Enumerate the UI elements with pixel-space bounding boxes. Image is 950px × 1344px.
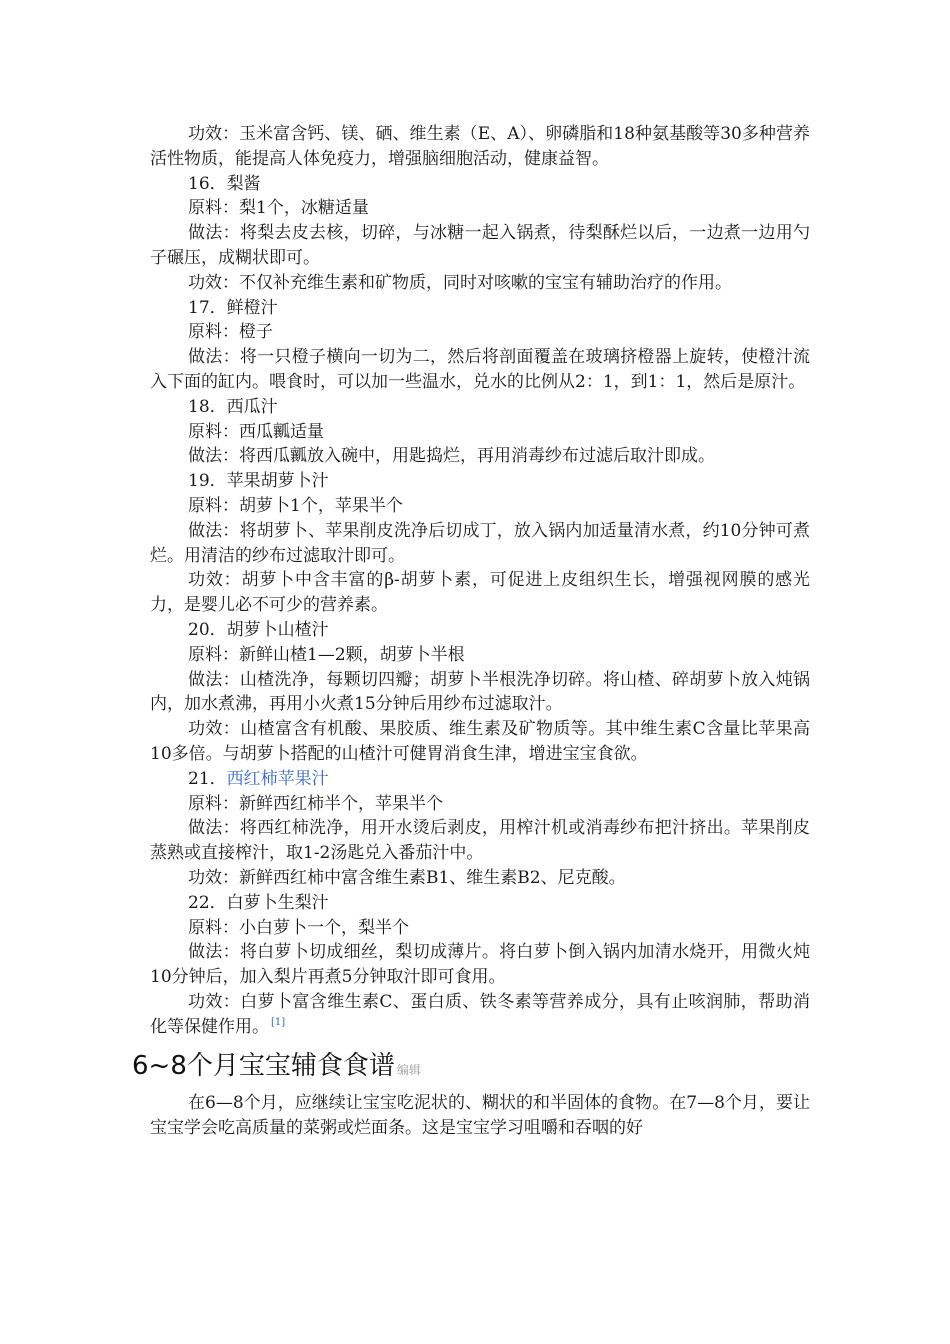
paragraph: 做法：将西瓜瓤放入碗中，用匙捣烂，再用消毒纱布过滤后取汁即成。 — [188, 446, 715, 467]
paragraph: 做法：将西红柿洗净，用开水烫后剥皮，用榨汁机或消毒纱布把汁挤出。苹果削皮蒸熟或直接榨汁，取1-2汤匙兑入番茄汁中。 — [150, 818, 810, 864]
paragraph: 做法：将白萝卜切成细丝，梨切成薄片。将白萝卜倒入锅内加清水烧开，用微火炖10分钟后，加入梨片再煮5分钟取汁即可食用。 — [150, 942, 810, 988]
paragraph: 原料：新鲜山楂1—2颗，胡萝卜半根 — [188, 644, 465, 665]
paragraph: 原料：胡萝卜1个，苹果半个 — [188, 495, 403, 516]
paragraph: 功效：胡萝卜中含丰富的β-胡萝卜素，可促进上皮组织生长，增强视网膜的感光力，是婴儿必不可少的营养素。 — [150, 570, 810, 616]
recipe-title: 16．梨酱 — [188, 173, 261, 194]
section-heading — [132, 1047, 810, 1089]
paragraph: 原料：梨1个，冰糖适量 — [188, 198, 369, 219]
paragraph: 做法：将梨去皮去核，切碎，与冰糖一起入锅煮，待梨酥烂以后，一边煮一边用勺子碾压，成糊状即可。 — [150, 223, 810, 268]
paragraph: 在6—8个月，应继续让宝宝吃泥状的、糊状的和半固体的食物。在7—8个月，要让宝宝学会吃高质量的菜粥或烂面条。这是宝宝学习咀嚼和吞咽的好 — [150, 1093, 810, 1139]
recipe-number: 21． — [188, 768, 227, 789]
paragraph: 功效：玉米富含钙、镁、硒、维生素（E、A）、卵磷脂和18种氨基酸等30多种营养活性物质，能提高人体免疫力，增强脑细胞活动，健康益智。 — [150, 124, 810, 169]
paragraph — [150, 990, 810, 1040]
article-body — [132, 122, 810, 1141]
paragraph: 功效：山楂富含有机酸、果胶质、维生素及矿物质等。其中维生素C含量比苹果高10多倍。与胡萝卜搭配的山楂汁可健胃消食生津，增进宝宝食欲。 — [150, 719, 810, 764]
paragraph: 做法：山楂洗净，每颗切四瓣；胡萝卜半根洗净切碎。将山楂、碎胡萝卜放入炖锅内，加水煮沸，再用小火煮15分钟后用纱布过滤取汁。 — [150, 669, 810, 715]
recipe-title: 20．胡萝卜山楂汁 — [188, 619, 329, 640]
paragraph: 原料：橙子 — [188, 322, 273, 343]
edit-link[interactable]: 编辑 — [396, 1063, 421, 1078]
section-title: 6~8个月宝宝辅食食谱 — [132, 1051, 395, 1082]
paragraph: 原料：小白萝卜一个，梨半个 — [188, 917, 409, 938]
citation-link[interactable]: [1] — [271, 1017, 286, 1029]
recipe-title-link[interactable]: 西红柿苹果汁 — [226, 768, 329, 789]
paragraph: 功效：不仅补充维生素和矿物质，同时对咳嗽的宝宝有辅助治疗的作用。 — [188, 272, 732, 293]
paragraph: 功效：新鲜西红柿中富含维生素B1、维生素B2、尼克酸。 — [188, 867, 626, 888]
recipe-title — [150, 767, 810, 792]
recipe-title: 18．西瓜汁 — [188, 396, 278, 417]
paragraph-text: 功效：白萝卜富含维生素C、蛋白质、铁冬素等营养成分，具有止咳润肺，帮助消化等保健作用。 — [150, 991, 810, 1037]
paragraph: 做法：将一只橙子横向一切为二，然后将剖面覆盖在玻璃挤橙器上旋转，使橙汁流入下面的缸内。喂食时，可以加一些温水，兑水的比例从2：1，到1：1，然后是原汁。 — [150, 347, 810, 392]
paragraph: 原料：新鲜西红柿半个，苹果半个 — [188, 793, 443, 814]
paragraph: 做法：将胡萝卜、苹果削皮洗净后切成丁，放入锅内加适量清水煮，约10分钟可煮烂。用清洁的纱布过滤取汁即可。 — [150, 520, 810, 566]
paragraph: 原料：西瓜瓤适量 — [188, 421, 324, 442]
recipe-title: 17．鲜橙汁 — [188, 297, 278, 318]
recipe-title: 22．白萝卜生梨汁 — [188, 892, 329, 913]
recipe-title: 19．苹果胡萝卜汁 — [188, 471, 329, 492]
